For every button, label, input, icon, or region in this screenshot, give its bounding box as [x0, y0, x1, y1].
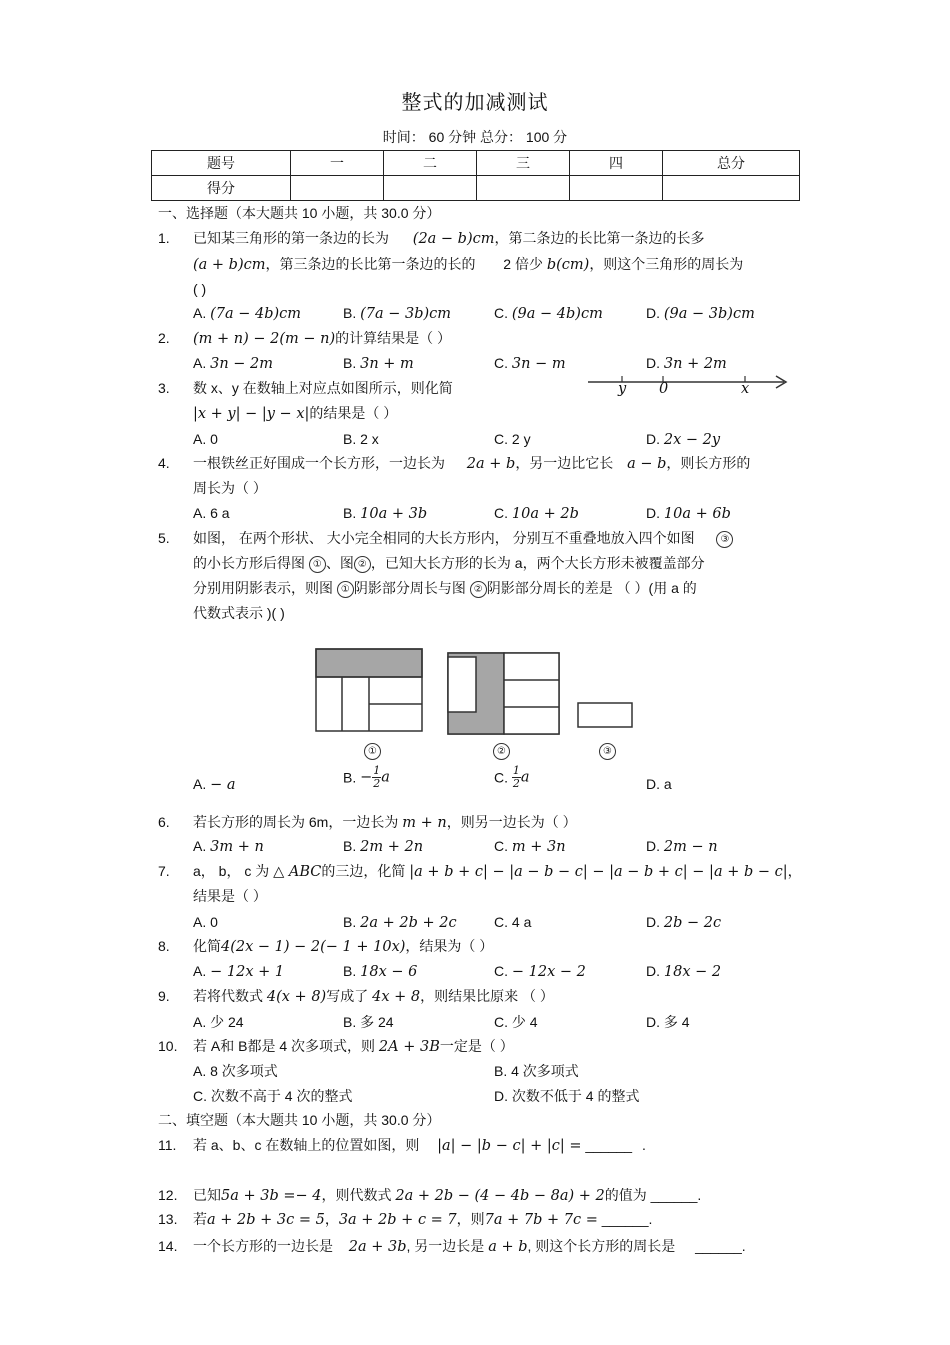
denominator: 2: [373, 777, 381, 790]
option-b[interactable]: [343, 913, 457, 932]
question-1-line-3: ( ): [193, 281, 207, 297]
figure-label-1: [364, 741, 381, 760]
option-b[interactable]: [343, 962, 417, 981]
math: (a + b)cm: [193, 257, 266, 273]
score-cell[interactable]: [384, 176, 477, 201]
text: 已知: [193, 1187, 221, 1203]
math: 2x − 2y: [663, 432, 721, 448]
math: |a + b + c| − |a − b − c| − |a − b + c| − |a + b − c|: [409, 864, 788, 880]
math: a + 2b + 3c = 5: [207, 1212, 325, 1228]
option-b[interactable]: [343, 304, 451, 323]
option-a[interactable]: [193, 775, 236, 794]
option-b[interactable]: B. 多 24: [343, 1014, 394, 1030]
option-c[interactable]: [494, 354, 566, 373]
question-number: 11.: [158, 1137, 177, 1153]
option-a[interactable]: A. 8 次多项式: [193, 1063, 278, 1079]
question-number: 10.: [158, 1038, 178, 1054]
math: (m + n) − 2(m − n): [193, 331, 336, 347]
question-number: 4.: [158, 455, 170, 471]
text: .: [641, 1137, 646, 1153]
option-letter: B.: [343, 305, 357, 321]
rectangle-figures: [312, 646, 642, 741]
text: 若: [193, 1211, 207, 1227]
option-c[interactable]: [494, 837, 566, 856]
option-b[interactable]: B. 4 次多项式: [494, 1063, 579, 1079]
question-number: 5.: [158, 530, 170, 546]
text: 如图， 在两个形状、 大小完全相同的大长方形内， 分别互不重叠地放入四个如图: [193, 530, 695, 546]
score-table-row: [152, 176, 800, 201]
option-letter: C.: [494, 838, 508, 854]
option-letter: A.: [193, 963, 207, 979]
option-letter: D.: [646, 838, 660, 854]
math: 10a + 2b: [511, 506, 579, 522]
score-cell[interactable]: [477, 176, 570, 201]
score-cell[interactable]: [570, 176, 663, 201]
question-number: 1.: [158, 230, 170, 246]
circled-3: ③: [716, 531, 733, 548]
math: 18x − 2: [663, 964, 722, 980]
math: 4(x + 8): [266, 989, 327, 1005]
option-d[interactable]: [646, 837, 718, 856]
question-2-stem: [193, 329, 451, 348]
text: ，则代数式: [321, 1187, 392, 1203]
text: ，: [787, 863, 802, 879]
option-a[interactable]: A. 0: [193, 431, 218, 447]
text: ，: [324, 1211, 339, 1227]
question-5-line-1: [193, 529, 733, 548]
option-d[interactable]: [646, 354, 727, 373]
math: a: [520, 769, 530, 786]
numerator: 1: [512, 764, 520, 777]
question-14-stem: [193, 1237, 746, 1256]
option-d[interactable]: [646, 913, 721, 932]
time-score-line: 时间： 60 分钟 总分： 100 分: [382, 129, 568, 145]
text: 分别用阴影表示，则图: [193, 580, 333, 596]
row-label: 得分: [152, 176, 291, 201]
question-10-stem: [193, 1037, 514, 1056]
text: ，则另一边长为（ ）: [446, 814, 577, 830]
math: 4(2x − 1) − 2(− 1 + 10x): [221, 939, 406, 955]
option-letter: B.: [343, 914, 357, 930]
math: (9a − 3b)cm: [663, 306, 755, 322]
text: 的小长方形后得图: [193, 555, 305, 571]
option-letter: D.: [646, 914, 660, 930]
option-letter: B.: [343, 505, 357, 521]
math: 2a + b: [466, 456, 516, 472]
text: 、图: [325, 555, 354, 571]
answer-blank[interactable]: ______.: [650, 1187, 702, 1203]
question-11-stem: [193, 1136, 646, 1155]
answer-blank[interactable]: ______.: [695, 1238, 746, 1254]
text: 若 A和 B都是 4 次多项式，则: [193, 1038, 376, 1054]
figure-2: [448, 653, 559, 734]
text: ，结果为（ ）: [405, 938, 494, 954]
figure-1: [316, 649, 422, 731]
text: 一定是（ ）: [439, 1038, 514, 1054]
question-1-line-2: [193, 255, 743, 274]
question-1-line-1: [193, 229, 705, 248]
math: △ ABC: [273, 864, 322, 880]
option-d[interactable]: D. a: [646, 776, 672, 792]
math: 2b − 2c: [663, 915, 722, 931]
math: a + b: [488, 1239, 528, 1255]
axis-label-zero: 0: [659, 381, 669, 397]
header-cell: 二: [384, 151, 477, 176]
math: |x + y| − |y − x|: [193, 406, 310, 422]
text: 的值为: [604, 1187, 647, 1203]
small-rectangle: [448, 657, 476, 712]
option-a[interactable]: [193, 304, 301, 323]
option-c[interactable]: C. 次数不高于 4 次的整式: [193, 1088, 353, 1104]
option-letter: C.: [494, 963, 508, 979]
small-rectangles-column: [504, 653, 559, 734]
text: 阴影部分周长与图: [353, 580, 466, 596]
text: ，则结果比原来 （ ）: [420, 988, 554, 1004]
question-12-stem: [193, 1186, 701, 1205]
math: 10a + 6b: [663, 506, 731, 522]
option-c[interactable]: C. 少 4: [494, 1014, 538, 1030]
text: , 另一边长是: [406, 1238, 485, 1254]
option-a[interactable]: [193, 962, 284, 981]
option-a[interactable]: A. 0: [193, 914, 218, 930]
math: 3m + n: [210, 839, 264, 855]
question-5-line-3: [193, 579, 697, 598]
option-a[interactable]: [193, 837, 264, 856]
math: b(cm): [546, 257, 590, 273]
option-d[interactable]: D. 次数不低于 4 的整式: [494, 1088, 640, 1104]
option-b[interactable]: [343, 837, 423, 856]
score-table: [151, 150, 800, 201]
question-4-line-1: [193, 454, 750, 473]
question-number: 9.: [158, 988, 170, 1004]
fraction: [372, 765, 381, 790]
option-letter: D.: [646, 305, 660, 321]
question-13-stem: [193, 1210, 652, 1229]
math: − 12x − 2: [511, 964, 586, 980]
answer-blank[interactable]: ______: [585, 1137, 633, 1153]
math: 3n + m: [360, 356, 414, 372]
math: m + 3n: [511, 839, 566, 855]
math: 7a + 7b + 7c =: [484, 1212, 598, 1228]
option-a[interactable]: [193, 354, 273, 373]
math: − 12x + 1: [210, 964, 285, 980]
option-c[interactable]: [494, 304, 603, 323]
option-letter: A.: [193, 355, 207, 371]
section-heading: 一、选择题（本大题共 10 小题，共 30.0 分）: [158, 205, 441, 221]
text: 一根铁丝正好围成一个长方形，一边长为: [193, 455, 445, 471]
header-cell: 题号: [152, 151, 291, 176]
question-number: 3.: [158, 380, 170, 396]
option-c[interactable]: [494, 962, 586, 981]
figure-label-2: [493, 741, 510, 760]
page-title: 整式的加减测试: [401, 92, 549, 114]
option-a[interactable]: A. 6 a: [193, 505, 230, 521]
question-3-line-2: [193, 404, 397, 423]
score-cell[interactable]: [291, 176, 384, 201]
question-number: 6.: [158, 814, 170, 830]
text: ，则这个三角形的周长为: [589, 256, 744, 272]
option-letter: D.: [646, 431, 660, 447]
figure-3-small-rectangle: [578, 703, 632, 727]
circled-1: ①: [309, 556, 326, 573]
option-c[interactable]: [494, 765, 530, 790]
math: |a| − |b − c| + |c| =: [437, 1138, 582, 1154]
option-letter: D.: [646, 355, 660, 371]
text: ，则长方形的: [666, 455, 751, 471]
math: 3n + 2m: [663, 356, 727, 372]
text: 写成了: [326, 988, 369, 1004]
text: a， b， c 为: [193, 863, 270, 879]
option-letter: D.: [646, 505, 660, 521]
header-cell: 总分: [663, 151, 800, 176]
text: 若长方形的周长为 6m，一边长为: [193, 814, 399, 830]
question-3-line-1: 数 x、y 在数轴上对应点如图所示，则化简: [193, 380, 453, 396]
math: 2m − n: [663, 839, 718, 855]
option-d[interactable]: [646, 304, 755, 323]
option-b[interactable]: [343, 504, 427, 523]
text: ，第三条边的长比第一条边的长的: [265, 256, 476, 272]
circled-3: ③: [599, 743, 616, 760]
question-5-line-4: 代数式表示 )( ): [193, 605, 285, 621]
text: 若将代数式: [193, 988, 263, 1004]
math: (2a − b)cm: [412, 231, 495, 247]
question-5-line-2: [193, 554, 705, 573]
option-letter: C.: [494, 305, 508, 321]
text: 若 a、b、c 在数轴上的位置如图，则: [193, 1137, 420, 1153]
option-c[interactable]: C. 4 a: [494, 914, 532, 930]
math: 4x + 8: [372, 989, 421, 1005]
question-number: 7.: [158, 863, 170, 879]
math: (9a − 4b)cm: [511, 306, 603, 322]
text: , 则这个长方形的周长是: [527, 1238, 676, 1254]
math: − a: [210, 777, 236, 793]
fraction: [512, 765, 521, 790]
section-heading: 二、填空题（本大题共 10 小题，共 30.0 分）: [158, 1112, 441, 1128]
option-b[interactable]: B. 2 x: [343, 431, 379, 447]
option-letter: C.: [494, 505, 508, 521]
shaded-area: [316, 649, 422, 677]
math: 3a + 2b + c = 7: [338, 1212, 457, 1228]
numerator: 1: [373, 764, 381, 777]
option-b[interactable]: [343, 354, 414, 373]
text: 的结果是（ ）: [309, 405, 398, 421]
question-8-stem: [193, 937, 493, 956]
math: 3n − 2m: [210, 356, 274, 372]
option-b[interactable]: [343, 765, 390, 790]
circled-2: ②: [493, 743, 510, 760]
math: 2a + 3b: [348, 1239, 407, 1255]
math: a: [381, 769, 390, 786]
option-d[interactable]: [646, 430, 720, 449]
text: 化简: [193, 938, 221, 954]
axis-label-y: y: [618, 381, 627, 397]
option-letter: B.: [343, 963, 357, 979]
question-number: 2.: [158, 330, 170, 346]
math: 3n − m: [511, 356, 566, 372]
text: ，第二条边的长比第一条边的长多: [494, 230, 705, 246]
option-letter: C.: [494, 355, 508, 371]
option-letter: B.: [343, 355, 357, 371]
circled-1: ①: [364, 743, 381, 760]
circled-2: ②: [354, 556, 371, 573]
text: 阴影部分周长的差是 （ ）(用 a 的: [486, 580, 697, 596]
header-cell: 三: [477, 151, 570, 176]
option-d[interactable]: [646, 962, 721, 981]
math: 2A + 3B: [378, 1039, 440, 1055]
option-d[interactable]: D. 多 4: [646, 1014, 690, 1030]
math: 2a + 2b + 2c: [360, 915, 457, 931]
question-7-line-1: [193, 862, 802, 881]
question-number: 13.: [158, 1211, 178, 1227]
axis-label-x: x: [741, 381, 750, 397]
header-cell: 一: [291, 151, 384, 176]
math: m + n: [402, 815, 447, 831]
option-c[interactable]: C. 2 y: [494, 431, 531, 447]
circled-2: ②: [470, 581, 487, 598]
text: ，另一边比它长: [515, 455, 614, 471]
question-number: 14.: [158, 1238, 178, 1254]
option-letter: B.: [343, 769, 357, 786]
denominator: 2: [512, 777, 520, 790]
option-letter: A.: [193, 305, 207, 321]
option-letter: A.: [193, 776, 207, 792]
math: 10a + 3b: [360, 506, 428, 522]
text: 一个长方形的一边长是: [193, 1238, 333, 1254]
question-7-line-2: 结果是（ ）: [193, 888, 267, 904]
math: −: [360, 769, 373, 786]
math: a − b: [627, 456, 667, 472]
text: ，则: [456, 1211, 485, 1227]
question-9-stem: [193, 987, 554, 1006]
math: 18x − 6: [360, 964, 418, 980]
text: 的三边，化简: [321, 863, 406, 879]
option-letter: B.: [343, 838, 357, 854]
math: 2a + 2b − (4 − 4b − 8a) + 2: [395, 1188, 605, 1204]
answer-blank[interactable]: ______.: [601, 1211, 653, 1227]
text: 已知某三角形的第一条边的长为: [193, 230, 389, 246]
question-number: 12.: [158, 1187, 178, 1203]
score-table-header: [152, 151, 800, 176]
option-d[interactable]: [646, 504, 731, 523]
text: ，已知大长方形的长为 a，两个大长方形未被覆盖部分: [370, 555, 705, 571]
circled-1: ①: [337, 581, 354, 598]
math: (7a − 3b)cm: [360, 306, 452, 322]
math: 2m + 2n: [360, 839, 424, 855]
question-number: 8.: [158, 938, 170, 954]
math: 5a + 3b =− 4: [221, 1188, 322, 1204]
option-a[interactable]: A. 少 24: [193, 1014, 244, 1030]
score-cell[interactable]: [663, 176, 800, 201]
question-4-line-2: 周长为（ ）: [193, 480, 267, 496]
math: (7a − 4b)cm: [210, 306, 302, 322]
option-letter: A.: [193, 838, 207, 854]
question-6-stem: [193, 813, 577, 832]
header-cell: 四: [570, 151, 663, 176]
option-letter: D.: [646, 963, 660, 979]
figure-label-3: [599, 741, 616, 760]
option-c[interactable]: [494, 504, 579, 523]
option-letter: C.: [494, 769, 508, 786]
text: 2 倍少: [503, 256, 543, 272]
text: 的计算结果是（ ）: [335, 330, 452, 346]
